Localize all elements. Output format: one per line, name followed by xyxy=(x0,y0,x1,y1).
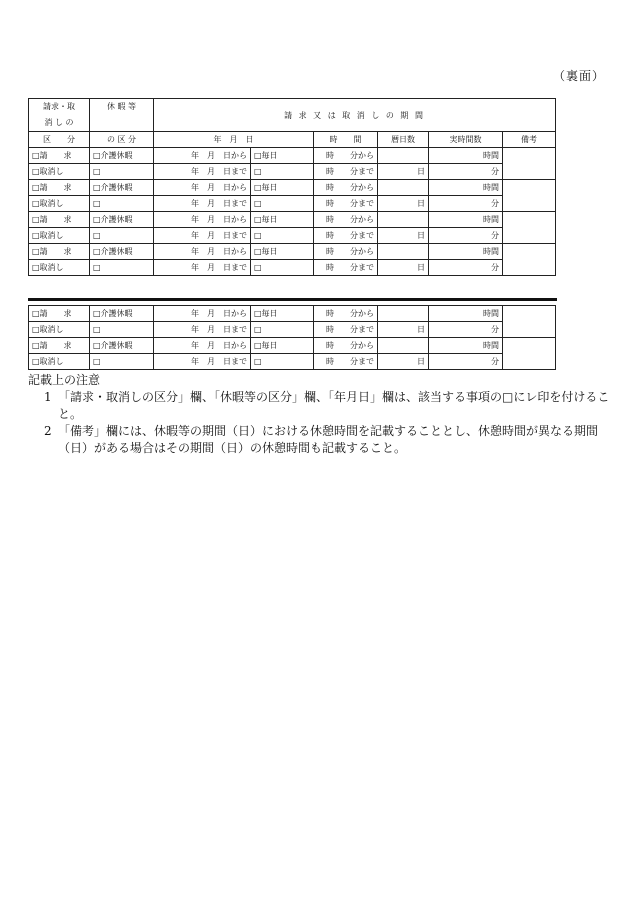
remarks-cell[interactable] xyxy=(503,306,556,338)
entry-row-bottom xyxy=(29,322,556,338)
actual-minutes-unit: 分 xyxy=(429,228,503,244)
date-to[interactable]: 年 月 日まで xyxy=(154,260,251,276)
actual-hours-cell[interactable]: 時間 xyxy=(429,212,503,228)
header-time: 時 間 xyxy=(314,132,378,148)
date-from[interactable]: 年 月 日から xyxy=(154,148,251,164)
header-actual-hours: 実時間数 xyxy=(429,132,503,148)
request-checkbox[interactable]: □請 求 xyxy=(29,338,90,354)
care-leave-checkbox[interactable]: □介護休暇 xyxy=(90,244,154,260)
header-calendar-days: 暦日数 xyxy=(378,132,429,148)
remarks-cell[interactable] xyxy=(503,212,556,244)
time-from[interactable]: 時 分から xyxy=(314,212,378,228)
date-from[interactable]: 年 月 日から xyxy=(154,212,251,228)
time-from[interactable]: 時 分から xyxy=(314,338,378,354)
time-to[interactable]: 時 分まで xyxy=(314,196,378,212)
date-to[interactable]: 年 月 日まで xyxy=(154,354,251,370)
header-leave-category-label: の 区 分 xyxy=(90,132,154,148)
other-leave-checkbox[interactable]: □ xyxy=(90,196,154,212)
date-to[interactable]: 年 月 日まで xyxy=(154,164,251,180)
cancel-checkbox[interactable]: □取消し xyxy=(29,354,90,370)
care-leave-checkbox[interactable]: □介護休暇 xyxy=(90,180,154,196)
other-leave-checkbox[interactable]: □ xyxy=(90,354,154,370)
other-leave-checkbox[interactable]: □ xyxy=(90,260,154,276)
calendar-days-unit: 日 xyxy=(378,354,429,370)
calendar-days-unit: 日 xyxy=(378,260,429,276)
daily-checkbox[interactable]: □毎日 xyxy=(251,180,314,196)
request-checkbox[interactable]: □請 求 xyxy=(29,180,90,196)
other-checkbox[interactable]: □ xyxy=(251,322,314,338)
daily-checkbox[interactable]: □毎日 xyxy=(251,244,314,260)
calendar-days-cell[interactable] xyxy=(378,338,429,354)
time-to[interactable]: 時 分まで xyxy=(314,322,378,338)
section-divider xyxy=(28,298,557,301)
other-leave-checkbox[interactable]: □ xyxy=(90,228,154,244)
request-checkbox[interactable]: □請 求 xyxy=(29,306,90,322)
date-to[interactable]: 年 月 日まで xyxy=(154,322,251,338)
calendar-days-cell[interactable] xyxy=(378,212,429,228)
request-period-table xyxy=(28,98,556,276)
entry-row-top xyxy=(29,212,556,228)
actual-hours-cell[interactable]: 時間 xyxy=(429,244,503,260)
actual-minutes-unit: 分 xyxy=(429,260,503,276)
header-request-cancel: 請求・取 消 し の xyxy=(29,99,90,132)
remarks-cell[interactable] xyxy=(503,148,556,180)
cancel-checkbox[interactable]: □取消し xyxy=(29,260,90,276)
calendar-days-unit: 日 xyxy=(378,228,429,244)
care-leave-checkbox[interactable]: □介護休暇 xyxy=(90,212,154,228)
cancel-checkbox[interactable]: □取消し xyxy=(29,196,90,212)
request-period-table-continued xyxy=(28,305,556,370)
date-to[interactable]: 年 月 日まで xyxy=(154,196,251,212)
other-checkbox[interactable]: □ xyxy=(251,260,314,276)
time-from[interactable]: 時 分から xyxy=(314,306,378,322)
entry-row-bottom xyxy=(29,196,556,212)
header-remarks: 備考 xyxy=(503,132,556,148)
entry-row-top xyxy=(29,148,556,164)
date-from[interactable]: 年 月 日から xyxy=(154,306,251,322)
actual-minutes-unit: 分 xyxy=(429,164,503,180)
cancel-checkbox[interactable]: □取消し xyxy=(29,164,90,180)
header-period-title: 請 求 又 は 取 消 し の 期 間 xyxy=(154,99,556,132)
actual-hours-cell[interactable]: 時間 xyxy=(429,338,503,354)
remarks-cell[interactable] xyxy=(503,338,556,370)
header-date: 年 月 日 xyxy=(154,132,314,148)
calendar-days-cell[interactable] xyxy=(378,306,429,322)
care-leave-checkbox[interactable]: □介護休暇 xyxy=(90,306,154,322)
request-checkbox[interactable]: □請 求 xyxy=(29,212,90,228)
time-to[interactable]: 時 分まで xyxy=(314,260,378,276)
request-checkbox[interactable]: □請 求 xyxy=(29,244,90,260)
time-from[interactable]: 時 分から xyxy=(314,244,378,260)
care-leave-checkbox[interactable]: □介護休暇 xyxy=(90,338,154,354)
calendar-days-unit: 日 xyxy=(378,164,429,180)
other-checkbox[interactable]: □ xyxy=(251,196,314,212)
actual-minutes-unit: 分 xyxy=(429,322,503,338)
entry-row-top xyxy=(29,180,556,196)
notes-title: 記載上の注意 xyxy=(28,373,101,387)
calendar-days-cell[interactable] xyxy=(378,148,429,164)
time-from[interactable]: 時 分から xyxy=(314,180,378,196)
remarks-cell[interactable] xyxy=(503,180,556,212)
entry-row-top xyxy=(29,244,556,260)
care-leave-checkbox[interactable]: □介護休暇 xyxy=(90,148,154,164)
date-to[interactable]: 年 月 日まで xyxy=(154,228,251,244)
filling-notes xyxy=(28,372,618,457)
date-from[interactable]: 年 月 日から xyxy=(154,338,251,354)
daily-checkbox[interactable]: □毎日 xyxy=(251,338,314,354)
other-leave-checkbox[interactable]: □ xyxy=(90,322,154,338)
entry-row-bottom xyxy=(29,260,556,276)
calendar-days-unit: 日 xyxy=(378,322,429,338)
time-from[interactable]: 時 分から xyxy=(314,148,378,164)
page-side-label: （裏面） xyxy=(553,69,606,83)
note-item: 2 「備考」欄には、休暇等の期間（日）における休憩時間を記載することとし、休憩時間が異なる期間（日）がある場合はその期間（日）の休憩時間も記載すること。 xyxy=(44,424,599,455)
other-leave-checkbox[interactable]: □ xyxy=(90,164,154,180)
cancel-checkbox[interactable]: □取消し xyxy=(29,322,90,338)
actual-hours-cell[interactable]: 時間 xyxy=(429,306,503,322)
daily-checkbox[interactable]: □毎日 xyxy=(251,306,314,322)
date-from[interactable]: 年 月 日から xyxy=(154,180,251,196)
actual-minutes-unit: 分 xyxy=(429,196,503,212)
note-item: 1 「請求・取消しの区分」欄、「休暇等の区分」欄、「年月日」欄は、該当する事項の□にレ印を付けること。 xyxy=(44,390,610,421)
calendar-days-unit: 日 xyxy=(378,196,429,212)
calendar-days-cell[interactable] xyxy=(378,180,429,196)
remarks-cell[interactable] xyxy=(503,244,556,276)
time-to[interactable]: 時 分まで xyxy=(314,228,378,244)
date-from[interactable]: 年 月 日から xyxy=(154,244,251,260)
other-checkbox[interactable]: □ xyxy=(251,228,314,244)
other-checkbox[interactable]: □ xyxy=(251,354,314,370)
other-checkbox[interactable]: □ xyxy=(251,164,314,180)
entry-row-bottom xyxy=(29,228,556,244)
time-to[interactable]: 時 分まで xyxy=(314,354,378,370)
time-to[interactable]: 時 分まで xyxy=(314,164,378,180)
entry-row-bottom xyxy=(29,164,556,180)
entry-row-bottom xyxy=(29,354,556,370)
actual-hours-cell[interactable]: 時間 xyxy=(429,148,503,164)
calendar-days-cell[interactable] xyxy=(378,244,429,260)
header-category-label: 区 分 xyxy=(29,132,90,148)
request-checkbox[interactable]: □請 求 xyxy=(29,148,90,164)
actual-hours-cell[interactable]: 時間 xyxy=(429,180,503,196)
actual-minutes-unit: 分 xyxy=(429,354,503,370)
daily-checkbox[interactable]: □毎日 xyxy=(251,212,314,228)
cancel-checkbox[interactable]: □取消し xyxy=(29,228,90,244)
daily-checkbox[interactable]: □毎日 xyxy=(251,148,314,164)
entry-row-top xyxy=(29,306,556,322)
header-leave-type: 休 暇 等 xyxy=(90,99,154,132)
entry-row-top xyxy=(29,338,556,354)
